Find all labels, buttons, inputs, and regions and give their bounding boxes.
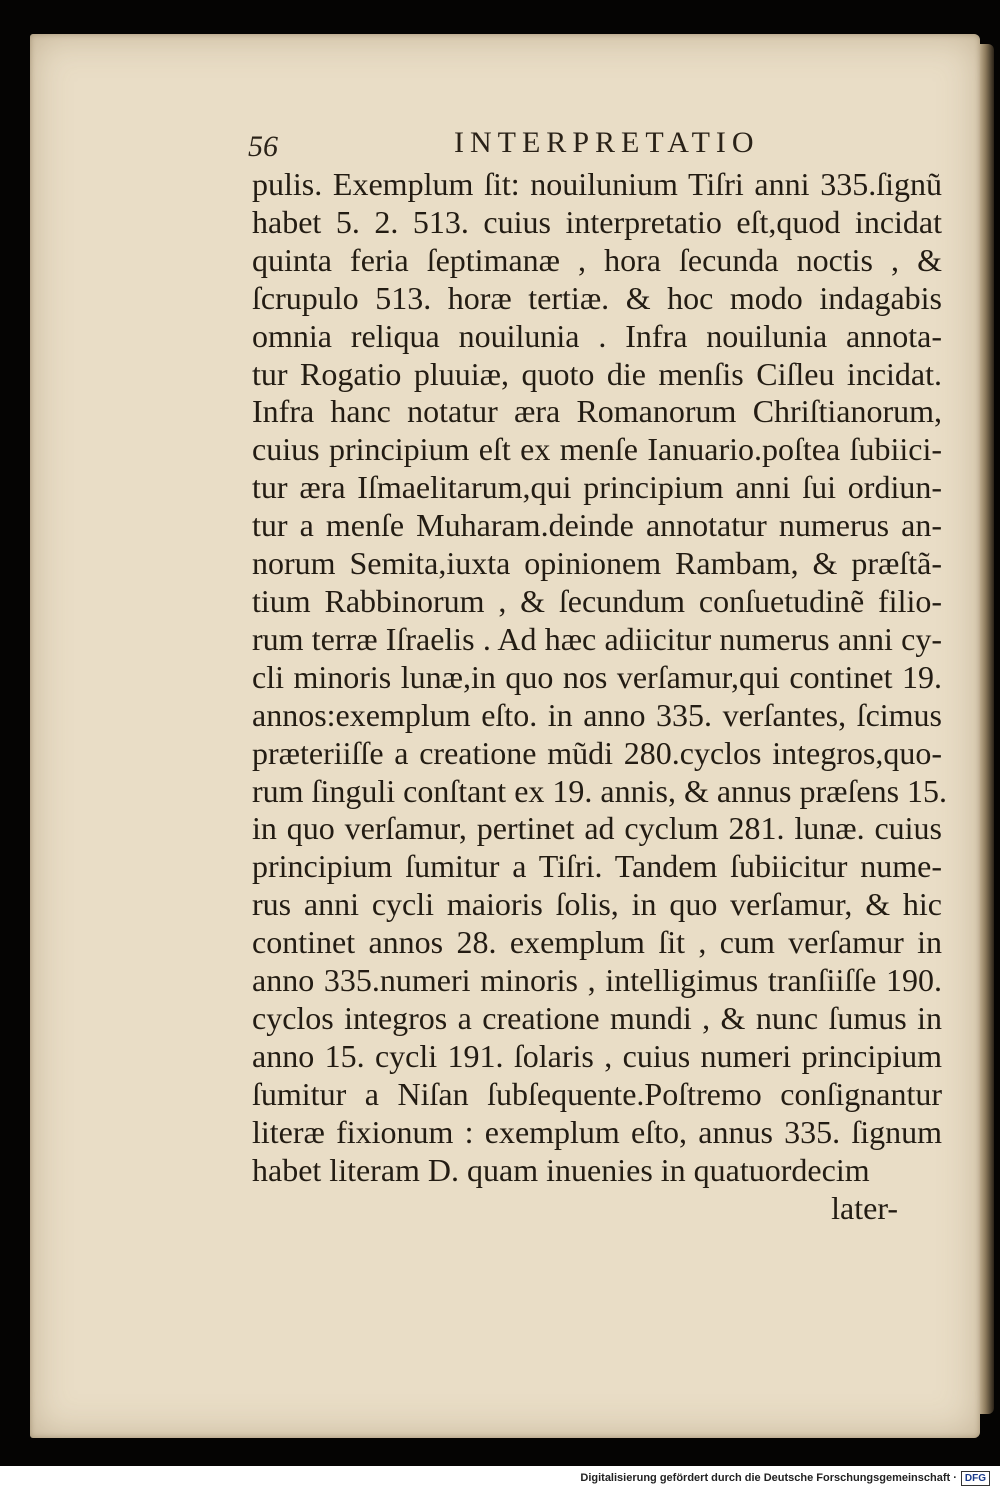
text-line: habet literam D. quam inuenies in quatuordecim [252, 1151, 870, 1188]
text-line: omnia reliqua nouilunia . Infra nouilunia annota- [252, 317, 942, 354]
text-line: rus anni cycli maioris ſolis, in quo verſamur, & hic [252, 886, 942, 923]
text-line: anno 15. cycli 191. ſolaris , cuius numeri principium [252, 1037, 942, 1074]
text-line: quinta feria ſeptimanæ , hora ſecunda noctis , & [252, 241, 942, 278]
digitization-credit [580, 1469, 990, 1487]
text-line: tur a menſe Muharam.deinde annotatur numerus an- [252, 507, 942, 544]
text-line: ſcrupulo 513. horæ tertiæ. & hoc modo indagabis [252, 279, 942, 316]
page-edge [980, 44, 994, 1414]
text-line: tium Rabbinorum , & ſecundum conſuetudinẽ filio- [252, 582, 942, 619]
text-line: rum terræ Iſraelis . Ad hæc adiicitur numerus anni cy- [252, 620, 942, 657]
running-head: INTERPRETATIO [454, 126, 760, 159]
text-line: Infra hanc notatur æra Romanorum Chriſtianorum, [252, 393, 942, 430]
credit-text: Digitalisierung gefördert durch die Deutsche Forschungsgemeinschaft · [580, 1472, 957, 1484]
text-line: præteriiſſe a creatione mũdi 280.cyclos integros,quo- [252, 734, 942, 771]
text-line: rum ſinguli conſtant ex 19. annis, & annus præſens 15. [252, 772, 948, 809]
text-line: tur Rogatio pluuiæ, quoto die menſis Ciſleu incidat. [252, 355, 942, 392]
text-line: norum Semita,iuxta opinionem Rambam, & præſtã- [252, 545, 942, 582]
text-line: principium ſumitur a Tiſri. Tandem ſubiicitur nume- [252, 848, 942, 885]
text-line: pulis. Exemplum ſit: nouilunium Tiſri anni 335.ſignũ [252, 166, 942, 202]
text-line: literæ fixionum : exemplum eſto, annus 335. ſignum [252, 1113, 942, 1150]
text-line: cli minoris lunæ,in quo nos verſamur,qui continet 19. [252, 658, 942, 695]
text-line: anno 335.numeri minoris , intelligimus tranſiiſſe 190. [252, 962, 942, 999]
text-line: ſumitur a Niſan ſubſequente.Poſtremo conſignantur [252, 1075, 942, 1112]
text-line: habet 5. 2. 513. cuius interpretatio eſt,quod incidat [252, 203, 942, 240]
text-line: tur æra Iſmaelitarum,qui principium anni ſui ordiun- [252, 469, 942, 506]
text-line: in quo verſamur, pertinet ad cyclum 281. lunæ. cuius [252, 810, 942, 847]
text-line: cyclos integros a creatione mundi , & nunc ſumus in [252, 999, 942, 1036]
dfg-logo-icon: DFG [961, 1471, 990, 1486]
body-text [252, 166, 948, 1189]
text-line: continet annos 28. exemplum ſit , cum verſamur in [252, 924, 942, 961]
catchword: later- [831, 1190, 898, 1226]
text-line: annos:exemplum eſto. in anno 335. verſantes, ſcimus [252, 696, 942, 733]
text-line: cuius principium eſt ex menſe Ianuario.poſtea ſubiici- [252, 431, 942, 468]
page-number: 56 [248, 130, 278, 163]
book-page [30, 34, 980, 1438]
